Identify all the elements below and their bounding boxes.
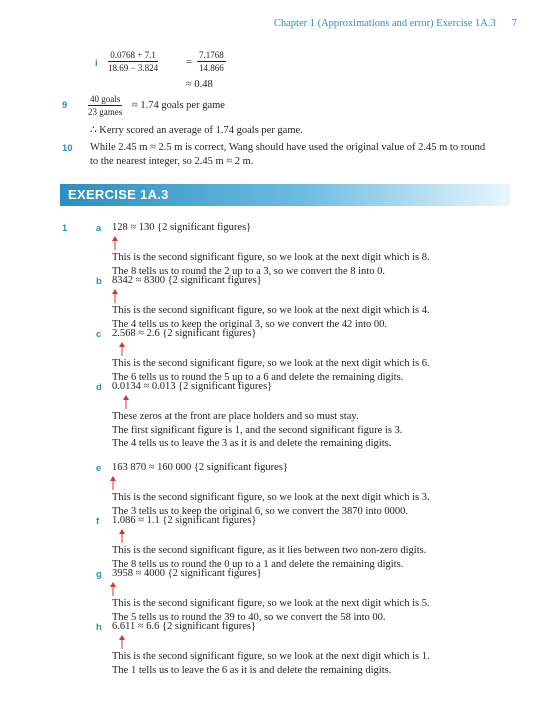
part-e-explanation-line: This is the second significant figure, so we look at the next digit which is 3. (112, 492, 430, 503)
part-h-explanation-line: The 1 tells us to leave the 6 as it is and delete the remaining digits. (112, 664, 392, 676)
fraction-denominator: 14.866 (199, 63, 224, 73)
part-f-expression: 1.086 ≈ 1.1 {2 significant figures} (112, 515, 257, 526)
part-d-explanation-line: The 4 tells us to leave the 3 as it is and delete the remaining digits. (112, 438, 392, 449)
part-i-fraction-1 (108, 50, 158, 73)
question-10-label: 10 (62, 143, 73, 154)
red-up-arrow-icon (122, 395, 130, 409)
question-10-line-2: to the nearest integer, so 2.45 m ≈ 2 m. (90, 156, 254, 167)
part-c-expression: 2.568 ≈ 2.6 {2 significant figures} (112, 328, 257, 339)
part-g-label: g (96, 569, 102, 580)
part-a-explanation-line: The 8 tells us to round the 2 up to a 3, so we convert the 8 into 0. (112, 265, 385, 277)
part-d-explanation-line: These zeros at the front are place holders and so must stay. (112, 411, 359, 422)
part-e-explanation-line: The 3 tells us to keep the original 6, so we convert the 3870 into 0000. (112, 505, 408, 517)
part-h-expression: 6.611 ≈ 6.6 {2 significant figures} (112, 621, 257, 632)
part-i-label: i (95, 58, 98, 69)
part-a-explanation-line: This is the second significant figure, so we look at the next digit which is 8. (112, 252, 430, 263)
part-f-label: f (96, 516, 100, 527)
question-10-line-1: While 2.45 m ≈ 2.5 m is correct, Wang should have used the original value of 2.45 m to round (90, 142, 486, 153)
part-c-explanation-line: This is the second significant figure, so we look at the next digit which is 6. (112, 358, 430, 369)
part-h-label: h (96, 622, 102, 633)
red-up-arrow-icon (118, 529, 126, 543)
part-i-fraction-2 (197, 50, 226, 73)
red-up-arrow-icon (111, 289, 119, 303)
question-9-label: 9 (62, 100, 68, 111)
fraction-numerator: 0.0768 + 7.1 (108, 50, 158, 62)
red-up-arrow-icon (118, 635, 126, 649)
fraction-numerator: 7.1768 (199, 50, 224, 60)
part-b-explanation-line: This is the second significant figure, so we look at the next digit which is 4. (112, 305, 430, 316)
fraction-denominator: 23 games (88, 107, 123, 117)
part-f-explanation-line: The 8 tells us to round the 0 up to a 1 and delete the remaining digits. (112, 558, 404, 570)
red-up-arrow-icon (118, 342, 126, 356)
equals-sign: = (186, 57, 192, 68)
part-b-explanation-line: The 4 tells us to keep the original 3, so we convert the 42 into 00. (112, 318, 387, 330)
part-h-explanation-line: This is the second significant figure, so we look at the next digit which is 1. (112, 651, 430, 662)
part-f-explanation-line: This is the second significant figure, as it lies between two non-zero digits. (112, 545, 427, 556)
exercise-title: EXERCISE 1A.3 (68, 187, 169, 202)
fraction-denominator: 18.69 − 3.824 (108, 63, 159, 73)
part-c-explanation-line: The 6 tells us to round the 5 up to a 6 and delete the remaining digits. (112, 371, 404, 383)
part-a-expression: 128 ≈ 130 {2 significant figures} (112, 222, 252, 233)
part-c-label: c (96, 329, 102, 340)
part-g-explanation-line: This is the second significant figure, so we look at the next digit which is 5. (112, 598, 430, 609)
question-9-conclusion: ∴ Kerry scored an average of 1.74 goals per game. (90, 125, 303, 136)
part-e-expression: 163 870 ≈ 160 000 {2 significant figures} (112, 462, 288, 473)
part-d-label: d (96, 382, 102, 393)
part-b-label: b (96, 276, 102, 287)
question-9-result: ≈ 1.74 goals per game (132, 100, 225, 111)
question-9-fraction (88, 94, 122, 117)
question-1-label: 1 (62, 223, 68, 234)
part-d-expression: 0.0134 ≈ 0.013 {2 significant figures} (112, 381, 273, 392)
part-g-expression: 3958 ≈ 4000 {2 significant figures} (112, 568, 262, 579)
part-g-explanation-line: The 5 tells us to round the 39 to 40, so we convert the 58 into 00. (112, 611, 386, 623)
part-a-label: a (96, 223, 102, 234)
exercise-banner (60, 184, 510, 206)
red-up-arrow-icon (111, 236, 119, 250)
fraction-numerator: 40 goals (90, 94, 121, 104)
chapter-title: Chapter 1 (Approximations and error) Exercise 1A.3 (273, 18, 496, 29)
part-i-result: ≈ 0.48 (186, 79, 213, 90)
red-up-arrow-icon (109, 476, 117, 490)
red-up-arrow-icon (109, 582, 117, 596)
page-number: 7 (511, 18, 517, 29)
part-d-explanation-line: The first significant figure is 1, and the second significant figure is 3. (112, 424, 403, 436)
part-e-label: e (96, 463, 102, 474)
page-header (274, 18, 517, 29)
part-b-expression: 8342 ≈ 8300 {2 significant figures} (112, 275, 262, 286)
